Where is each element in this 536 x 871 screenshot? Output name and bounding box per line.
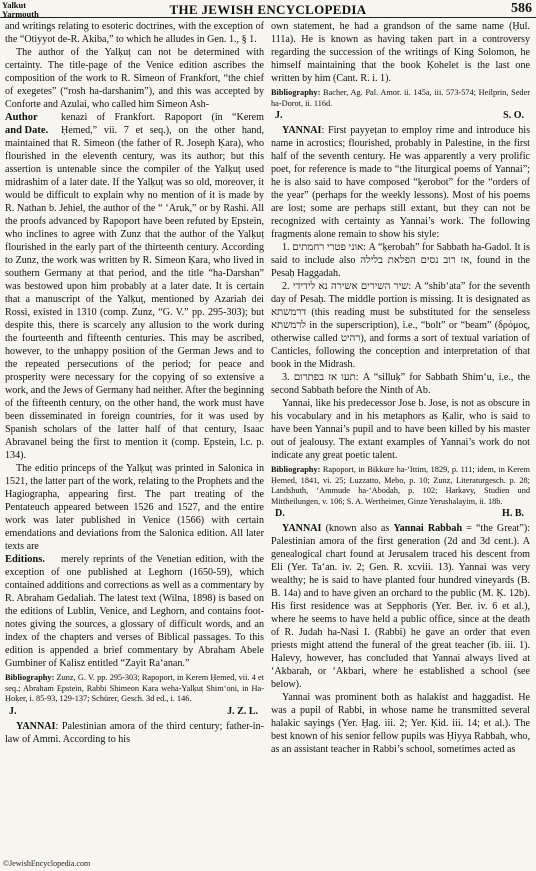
guide-word-top: Yalkut xyxy=(2,0,27,10)
bibliography-label: Bibliography: xyxy=(271,465,321,474)
bibliography-text: Zunz, G. V. pp. 295-303; Rapoport, in Kerem Ḥemed, vii. 4 et seq.; Abraham Epstein, Rabbi Shimeon Kara weha-Yalḳuṭ Shim‘oni, in Ha-Ḥoḳer, i. 85-93, 129-137; Schürer, Gesch. 3d ed., i. 146. xyxy=(5,673,264,703)
paragraph: and writings relating to esoteric doctrines, with the exception of the “Otiyyot de-R. Akiba,” to which he alludes in Gen. 1., § 1. xyxy=(5,21,264,45)
bibliography xyxy=(271,465,530,507)
entry-yannai-payyetan xyxy=(271,124,530,241)
guide-word-bottom: Yarmouth xyxy=(2,8,39,19)
header-rule xyxy=(0,17,536,18)
hebrew-title: תעו אז בפתרום xyxy=(293,372,356,383)
running-title: THE JEWISH ENCYCLOPEDIA xyxy=(169,2,367,17)
item-text: : A “silluḳ” for Sabbath Shim‘u, i.e., the second Sabbath before the Ninth of Ab. xyxy=(271,372,530,396)
entry-heading: YANNAI xyxy=(282,523,322,534)
item-text: ), and forms a sort of textual variation of Canticles, following the conception and interpretation of that book in the Midrash. xyxy=(271,333,530,370)
item-text: (this reading must be substituted for the senseless xyxy=(306,307,530,318)
fragment-item-2 xyxy=(271,280,530,371)
entry-alias: Yannai Rabbah xyxy=(393,523,463,534)
paragraph: The author of the Yalḳuṭ can not be determined with certainty. The title-page of the Venice edition ascribes the composition of the work to R. Simeon of Frankfort, “the chief of exegetes” (“rosh ha-darshanim”), and this was accepted by Conforte and Azulai, who called him Simeon Ash- xyxy=(5,47,264,110)
entry-heading: YANNAI xyxy=(16,720,56,732)
bibliography xyxy=(5,673,264,705)
fragment-item-3 xyxy=(271,371,530,397)
signature-line xyxy=(5,705,264,719)
entry-text: = “the Great”): Palestinian amora of the first generation (2d and 3d cent.). A genealogical chart found at Jerusalem traced his descent from Eli (Yer. Ta‘an. iv. 2; Gen. R. xcviii. 13). Yannai was very wealthy; he is said to have planted four hundred vineyards (B. B. 14a) and to have given an orchard to the public (M. Ḳ. 12b). His first residence was at Sepphoris (Yer. Ber. iv. 6 et al.), where he seems to have held a public office, since at the death of R. Judah ha-Nasi I. (Rabbi) he gave an order that even priests might attend the funeral of the great teacher (ib. iii. 1). Halevy, however, has concluded that Yannai always lived at ‘Akbarah, or ‘Akbari, where he established a school (see below). xyxy=(271,523,530,690)
item-text: : A “ḳerobah” for Sabbath ha-Gadol. It is said to include also xyxy=(271,242,530,266)
item-number: 2. xyxy=(282,281,290,292)
paragraph: Yannai was prominent both as halakist and haggadist. He was a pupil of Rabbi, in whose name he transmitted several halakic sayings (Yer. Ḥag. iii. 2; Yer. Ḳid. iii. 14; et al.). The best known of his senior fellow pupils was Ḥiyya Rabbah, who, as an assistant teacher in Rabbi’s school, sometimes acted as xyxy=(271,692,530,755)
entry-text: : Palestinian amora of the third century; father-in-law of Ammi. According to his xyxy=(5,720,264,745)
signature-line xyxy=(271,507,530,521)
entry-heading: YANNAI xyxy=(282,125,322,136)
signature-initial: D. xyxy=(275,508,285,519)
signature-initial: J. xyxy=(9,705,17,717)
entry-text: (known also as xyxy=(321,523,394,534)
bibliography xyxy=(271,88,530,109)
entry-text: : First payyeṭan to employ rime and introduce his name in acrostics; flourished, probably in Palestine, in the first half of the seventh century. He was apparently a very prolific poet, for reference is made to “the liturgical poems of Yannai”; he is also said to have composed “ḳerobot” for the “orders of the year” (perhaps for the weekly lessons). Most of his poems are lost; some are perhaps still extant, but they can not be recognized with certainty as Yannai’s work. The following fragments alone remain to show his style: xyxy=(271,125,530,240)
item-text: , found in the Pesaḥ Haggadah. xyxy=(271,255,530,279)
fragment-item-1 xyxy=(271,241,530,280)
paragraph: Yannai, like his predecessor Jose b. Jose, is not as obscure in his vocabulary and in his metaphors as Ḳalir, who is said to have been Yannai’s pupil and to have been killed by his master out of jealousy. The extant examples of Yannai’s work do not indicate any great poetic talent. xyxy=(271,398,530,461)
entry-yannai-amora xyxy=(5,720,264,746)
left-column xyxy=(5,20,264,846)
right-column xyxy=(271,20,530,846)
bibliography-text: Rapoport, in Bikkure ha-‘Ittim, 1829, p. 111; idem, in Kerem Ḥemed, 1841, vi. 25; Luzzatto, Mebo, p. 10; Zunz, Literaturgesch. p. 28; Landshuth, ‘Ammude ha-‘Abodah, p. 102; Harkavy, Studien und Mittheilungen, v. 106; S. A. Wertheimer, Ginze Yerushalayim, ii. 18b. xyxy=(271,465,530,506)
paragraph-text: kenazi of Frankfort. Rapoport (in “Kerem Ḥemed,” vii. 7 et seq.), on the other hand, maintained that R. Simeon (the father of R. Joseph Ḳara), who flourished in the eleventh century, was its author; but this assertion is untenable since the compiler of the Yalḳuṭ used midrashim of a later date. If the Yalḳuṭ was so old, moreover, it would be difficult to explain why no mention of it is made by R. Nathan b. Jehiel, the author of the “ ‘Aruk,” or by Rashi. All the proofs advanced by Rapoport have been refuted by Epstein, who inclines to agree with Zunz that the author of the Yalḳuṭ flourished in the early part of the thirteenth century. According to Zunz, the work was written by R. Simeon Ḳara, who lived in southern Germany at that period, and the title “ha-Darshan” was bestowed upon him probably at a later date. It is certain that a manuscript of the Yalḳuṭ, mentioned by Azariah dei Rossi, existed in 1310 (comp. Zunz, “G. V.” pp. 295-303); but despite this, there is scarcely any allusion to the work during the fourteenth and fifteenth centuries. This may be ascribed, however, to the unhappy position of the German Jews and to the repeated persecutions of the period; for peace and prosperity were necessary for the copying of so extensive a work, and the Jews of Germany had neither. After the beginning of the fifteenth century, on the other hand, the work must have been disseminated in foreign countries, for it was used by Spanish scholars of the latter half of that century, Isaac Abravanel being the first to mention it (comp. Epstein, l.c. p. 134). xyxy=(5,112,264,461)
hebrew-title: שיר השירים אשירה נא לידידי xyxy=(292,281,409,292)
hebrew-text: לרמשתא xyxy=(271,320,307,331)
hebrew-title: אוני פטרי רחמתים xyxy=(292,242,364,253)
side-heading-editions: Editions. xyxy=(5,554,45,565)
signature-author: H. B. xyxy=(502,508,524,519)
bibliography-label: Bibliography: xyxy=(5,673,55,682)
item-text: : A “shib‘ata” for the seventh day of Pesaḥ. The middle portion is missing. It is designated as xyxy=(271,281,530,305)
bibliography-label: Bibliography: xyxy=(271,88,321,97)
hebrew-text: רהיט xyxy=(340,333,361,344)
page-number: 586 xyxy=(511,1,532,16)
paragraph: own statement, he had a grandson of the same name (Ḥul. 111a). He is known as having taken part in a controversy regarding the succession of the writings of King Solomon, he himself maintaining that the book Ḳohelet is the last one written by him (Cant. R. i. 1). xyxy=(271,21,530,84)
side-heading-author-date: Author and Date. xyxy=(5,112,49,136)
copyright-footer: ©JewishEncyclopedia.com xyxy=(3,859,91,868)
paragraph-editions xyxy=(5,553,264,670)
signature-author: S. O. xyxy=(503,110,524,121)
signature-line xyxy=(271,109,530,123)
hebrew-text: דרמשתא xyxy=(271,307,307,318)
paragraph-author-date xyxy=(5,111,264,462)
item-number: 1. xyxy=(282,242,290,253)
hebrew-text: אז רוב נסים הפלאת בלילה xyxy=(360,255,470,266)
signature-initial: J. xyxy=(275,110,283,121)
item-number: 3. xyxy=(282,372,290,383)
bibliography-text: Bacher, Ag. Pal. Amor. ii. 145a, iii. 573-574; Heilprin, Seder ha-Dorot, ii. 116d. xyxy=(271,88,530,108)
page-header xyxy=(0,0,536,18)
entry-yannai-rabbah xyxy=(271,522,530,691)
item-text: in the superscription), i.e., “bolt” or “beam” (δρόμος, otherwise called xyxy=(271,320,530,344)
paragraph-text: merely reprints of the Venetian edition, with the exception of one published at Leghorn (1650-59), which contained additions and corrections as well as a commentary by R. Abraham Gedaliah. The latest text (Wilna, 1898) is based on the editions of Lublin, Venice, and Leghorn, and contains foot-notes giving the sources, a glossary of difficult words, and an index of the chapters and verses of Biblical passages. To this edition is appended a brief commentary by Abraham Abele Gumbiner of Kalisz entitled “Zayit Ra‘anan.” xyxy=(5,554,264,669)
signature-author: J. Z. L. xyxy=(227,705,258,717)
paragraph: The editio princeps of the Yalḳuṭ was printed in Salonica in 1521, the latter part of the work, relating to the Prophets and the Hagiographa, appearing first. The part treating of the Pentateuch appeared between 1526 and 1527, and the entire work was later published in Venice (1566) with certain emendations and deviations from the Salonica edition. All later texts are xyxy=(5,463,264,552)
